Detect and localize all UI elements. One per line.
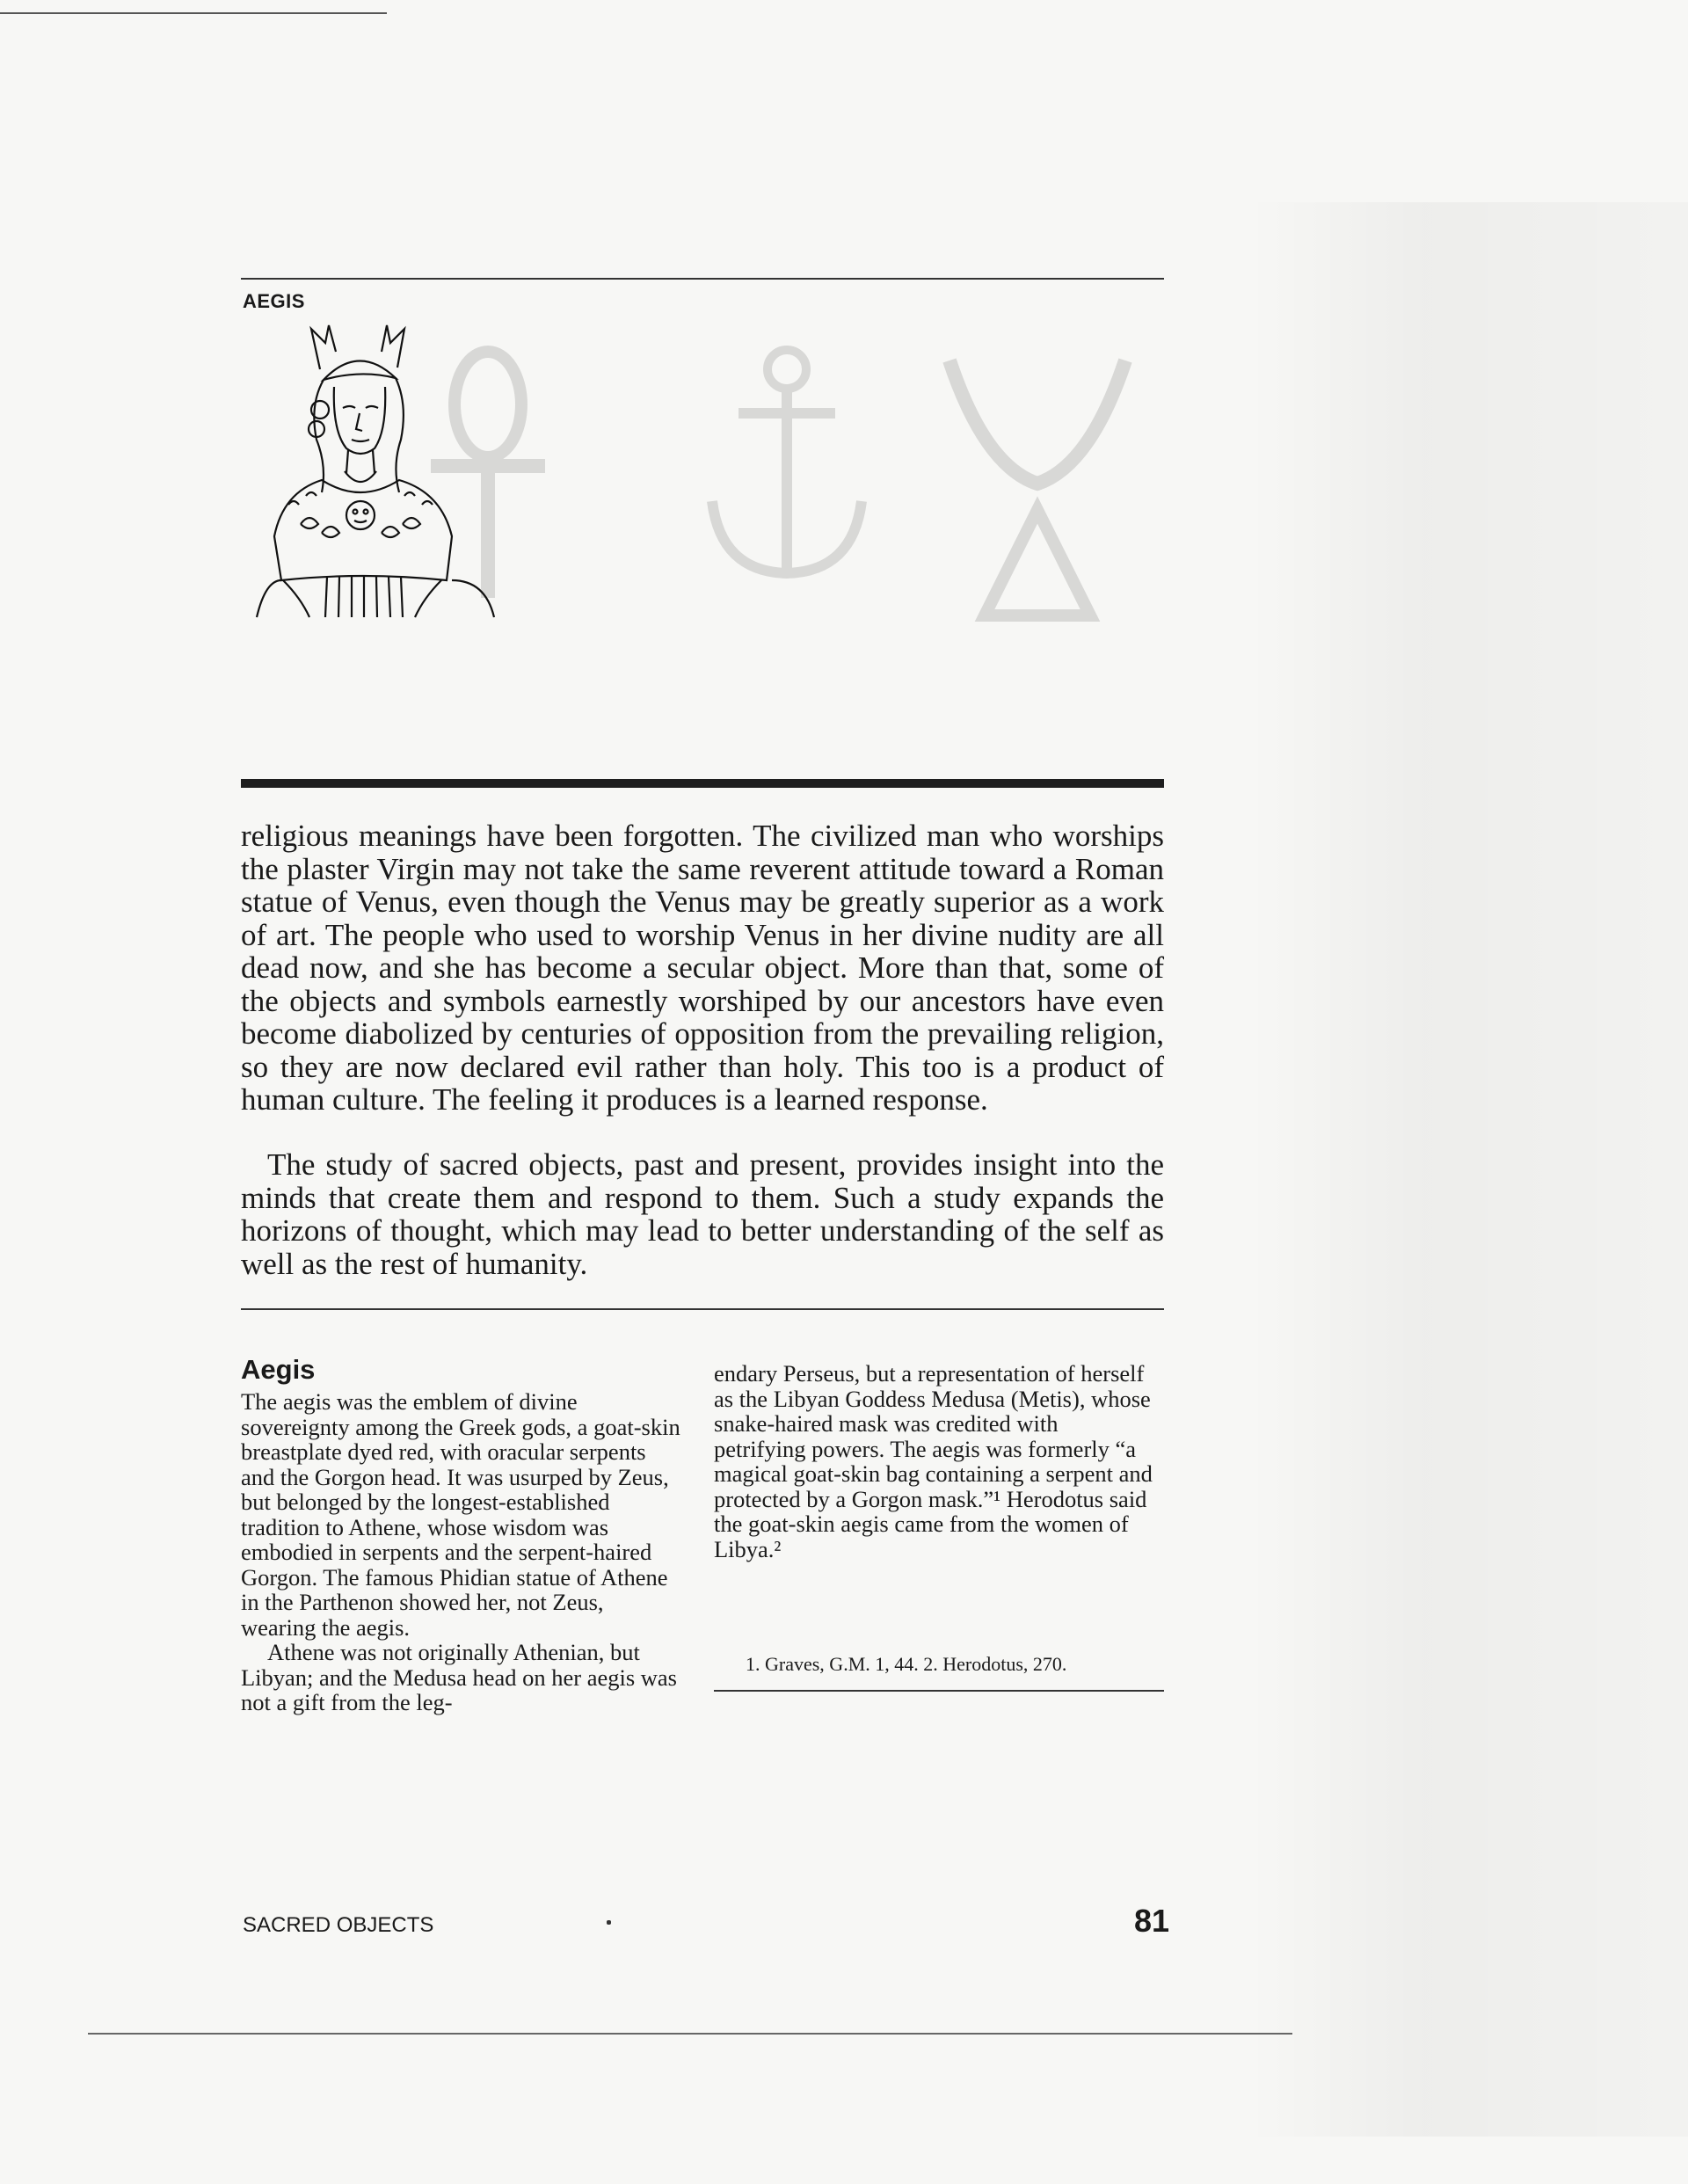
entry-heading: Aegis [241, 1354, 316, 1385]
footnotes: 1. Graves, G.M. 1, 44. 2. Herodotus, 270. [746, 1653, 1067, 1675]
scan-shadow [1248, 202, 1688, 2137]
section-divider-thick [241, 779, 1164, 788]
entry-paragraph: Athene was not originally Athenian, but Libyan; and the Medusa head on her aegis was not a gift from the leg- [241, 1639, 677, 1715]
triangle-ghost-icon [932, 352, 1143, 633]
scan-speck [607, 1920, 611, 1925]
page-number: 81 [1134, 1903, 1170, 1939]
entry-paragraph: endary Perseus, but a representation of herself as the Libyan Goddess Medusa (Metis), whose snake-haired mask was credited with petrifying powers. The aegis was formerly “a magical goat-skin bag containing a serpent and protected by a Gorgon mask.”¹ Herodotus said the goat-skin aegis came from the women of Libya.² [714, 1360, 1153, 1562]
body-paragraph-2: The study of sacred objects, past and present, provides insight into the minds that create them and respond to them. Such a study expands the horizons of thought, which may lead to better understanding of the self as well as the rest of humanity. [241, 1147, 1164, 1281]
footnote-rule [714, 1690, 1164, 1692]
body-paragraph-1: religious meanings have been forgotten. The civilized man who worships the plaster Virgin may not take the same reverent attitude toward a Roman statue of Venus, even though the Venus may be greatly superior as a work of art. The people who used to worship Venus in her divine nudity are all dead now, and she has become a secular object. More than that, some of the objects and symbols earnestly worshiped by our ancestors have even become diabolized by centuries of opposition from the prevailing religion, so they are now declared evil rather than holy. This too is a product of human culture. The feeling it produces is a learned response. [241, 819, 1164, 1117]
athene-aegis-illustration-icon [248, 317, 503, 624]
entry-column-left [241, 1389, 680, 1715]
footer-section-title: SACRED OBJECTS [243, 1913, 434, 1937]
header-rule [241, 278, 1164, 280]
entry-divider [241, 1308, 1164, 1310]
anchor-ghost-icon [686, 343, 888, 589]
entry-paragraph: The aegis was the emblem of divine sovereignty among the Greek gods, a goat-skin breastplate dyed red, with oracular serpents and the Gorgon head. It was usurped by Zeus, but belonged by the longest-established tradition to Athene, whose wisdom was embodied in serpents and the serpent-haired Gorgon. The famous Phidian statue of Athene in the Parthenon showed her, not Zeus, wearing the aegis. [241, 1388, 680, 1641]
scan-edge-bottom [88, 2033, 1292, 2035]
scan-edge-top [0, 12, 387, 14]
figure-caption: AEGIS [243, 290, 305, 312]
entry-column-right [714, 1361, 1153, 1562]
